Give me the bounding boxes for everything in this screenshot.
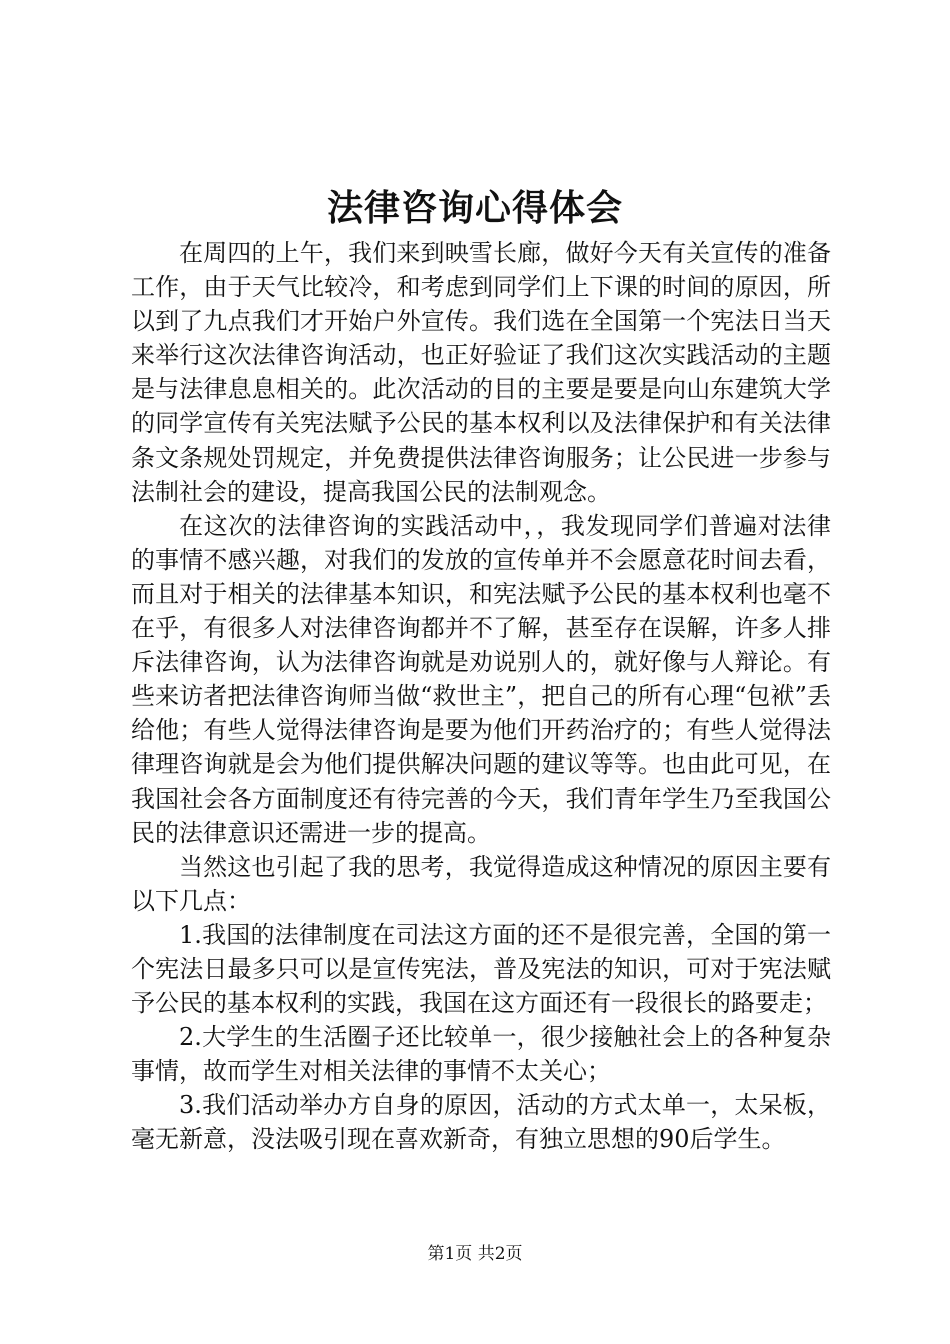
paragraph-reasons-intro: 当然这也引起了我的思考，我觉得造成这种情况的原因主要有以下几点： — [131, 852, 831, 915]
paragraph-reason-1: 1.我国的法律制度在司法这方面的还不是很完善，全国的第一个宪法日最多只可以是宣传宪法，普及宪法的知识，可对于宪法赋予公民的基本权利的实践，我国在这方面还有一段很长的路要走； — [131, 920, 831, 1018]
page-number-footer: 第1页 共2页 — [427, 1244, 523, 1264]
document-title: 法律咨询心得体会 — [326, 187, 623, 229]
paragraph-reason-2: 2.大学生的生活圈子还比较单一，很少接触社会上的各种复杂事情，故而学生对相关法律的事情不太关心； — [131, 1023, 831, 1086]
document-body — [131, 236, 831, 1157]
paragraph-reason-3: 3.我们活动举办方自身的原因，活动的方式太单一，太呆板，毫无新意，没法吸引现在喜欢新奇，有独立思想的90后学生。 — [131, 1091, 831, 1154]
paragraph-observations: 在这次的法律咨询的实践活动中，，我发现同学们普遍对法律的事情不感兴趣，对我们的发放的宣传单并不会愿意花时间去看，而且对于相关的法律基本知识，和宪法赋予公民的基本权利也毫不在乎，有很多人对法律咨询都并不了解，甚至存在误解，许多人排斥法律咨询，认为法律咨询就是劝说别人的，就好像与人辩论。有些来访者把法律咨询师当做“救世主”，把自己的所有心理“包袱”丢给他；有些人觉得法律咨询是要为他们开药治疗的；有些人觉得法律理咨询就是会为他们提供解决问题的建议等等。也由此可见，在我国社会各方面制度还有待完善的今天，我们青年学生乃至我国公民的法律意识还需进一步的提高。 — [131, 511, 831, 847]
paragraph-intro: 在周四的上午，我们来到映雪长廊，做好今天有关宣传的准备工作，由于天气比较冷，和考虑到同学们上下课的时间的原因，所以到了九点我们才开始户外宣传。我们选在全国第一个宪法日当天来举行这次法律咨询活动，也正好验证了我们这次实践活动的主题是与法律息息相关的。此次活动的目的主要是要是向山东建筑大学的同学宣传有关宪法赋予公民的基本权利以及法律保护和有关法律条文条规处罚规定，并免费提供法律咨询服务；让公民进一步参与法制社会的建设，提高我国公民的法制观念。 — [131, 239, 831, 506]
